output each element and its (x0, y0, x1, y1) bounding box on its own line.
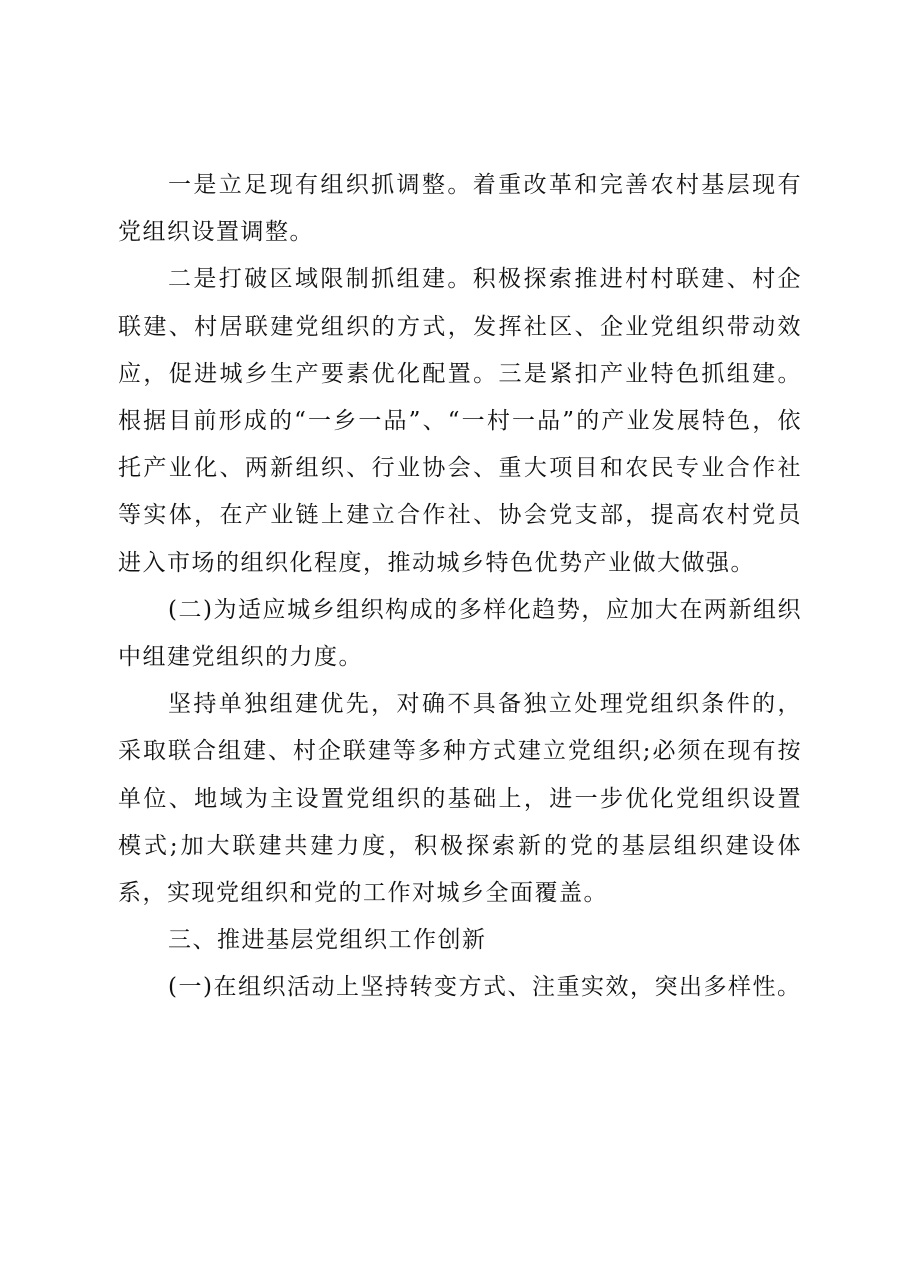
section-heading: 三、推进基层党组织工作创新 (168, 927, 487, 954)
paragraph-2: 二是打破区域限制抓组建。积极探索推进村村联建、村企联建、村居联建党组织的方式，发挥社区、企业党组织带动效应，促进城乡生产要素优化配置。三是紧扣产业特色抓组建。根据目前形成的“一乡一品”、“一村一品”的产业发展特色，依托产业化、两新组织、行业协会、重大项目和农民专业合作社等实体，在产业链上建立合作社、协会党支部，提高农村党员进入市场的组织化程度，推动城乡特色优势产业做大做强。 (118, 266, 802, 576)
paragraph-3: (二)为适应城乡组织构成的多样化趋势，应加大在两新组织中组建党组织的力度。 (118, 596, 802, 671)
paragraph-1: 一是立足现有组织抓调整。着重改革和完善农村基层现有党组织设置调整。 (118, 172, 802, 246)
paragraph-4: 坚持单独组建优先，对确不具备独立处理党组织条件的，采取联合组建、村企联建等多种方式建立党组织;必须在现有按单位、地域为主设置党组织的基础上，进一步优化党组织设置模式;加大联建共建力度，积极探索新的党的基层组织建设体系，实现党组织和党的工作对城乡全面覆盖。 (118, 691, 802, 907)
document-body (118, 162, 802, 1012)
paragraph-5: (一)在组织活动上坚持转变方式、注重实效，突出多样性。 (168, 974, 802, 1001)
